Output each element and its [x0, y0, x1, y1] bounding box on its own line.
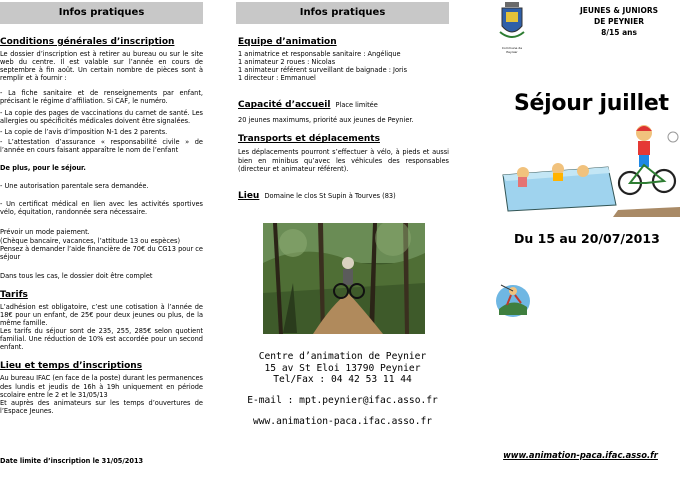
transports-title: Transports et déplacements	[238, 134, 380, 145]
audience-line: 8/15 ans	[601, 28, 637, 37]
logo-caption: Commune de Peynier	[501, 46, 523, 54]
coat-of-arms-icon	[498, 2, 526, 42]
payment-line: Prévoir un mode paiement.	[0, 228, 90, 237]
plus-item: - Un certificat médical en lien avec les activités sportives vélo, équitation, randonnée sera nécessaire.	[0, 200, 203, 217]
footer-url: www.animation-paca.ifac.asso.fr	[503, 450, 658, 460]
conditions-item: - La fiche sanitaire et de renseignements par enfant, précisant le régime d’affiliation. Si CAF, le numéro.	[0, 89, 203, 106]
capacite-title: Capacité d’accueil	[238, 100, 331, 111]
dossier-note: Dans tous les cas, le dossier doit être complet	[0, 271, 153, 280]
capacite-line	[238, 92, 449, 111]
conditions-item: - La copie de l’avis d’imposition N-1 des 2 parents.	[0, 127, 168, 136]
equipe-item: 1 animatrice et responsable sanitaire : Angélique	[238, 50, 401, 58]
tarifs-text: L’adhésion est obligatoire, c’est une cotisation à l’année de 18€ pour un enfant, de 25€ pour deux jeunes ou plus, de la même famille.	[0, 302, 203, 328]
lieu-inscription-text: Au bureau IFAC (en face de la poste) durant les permanences des lundis et jeudis de 16h à 19h uniquement en période scolaire entre le 2 et le 31/05/13	[0, 374, 203, 399]
lieu-inscription-title: Lieu et temps d’inscriptions	[0, 361, 143, 372]
commune-logo	[498, 2, 526, 54]
contact-line: Centre d’animation de Peynier	[258, 351, 427, 362]
lieu-title: Lieu	[238, 190, 260, 201]
equipe-item: 1 animateur référent surveillant de baignade : Joris	[238, 66, 408, 75]
kids-pool-bike-icon	[498, 125, 680, 217]
email: E-mail : mpt.peynier@ifac.asso.fr	[247, 395, 438, 406]
header-infos-pratiques: Infos pratiques	[236, 2, 449, 24]
contact-block	[236, 351, 449, 386]
column-inscription	[0, 0, 203, 465]
transports-text: Les déplacements pourront s’effectuer à vélo, à pieds et aussi bien en minibus qu’avec les véhicules des responsables (directeur et animateur référent).	[238, 148, 449, 173]
header-infos-pratiques: Infos pratiques	[0, 2, 203, 24]
page-title: Séjour juillet	[514, 91, 669, 116]
plus-item: - Une autorisation parentale sera demandée.	[0, 182, 149, 191]
contact-line: 15 av St Eloi 13790 Peynier	[264, 362, 421, 374]
climber-clipart	[495, 279, 531, 319]
audience-line: JEUNES & JUNIORS	[579, 6, 659, 15]
tarifs-text-2: Les tarifs du séjour sont de 235, 255, 285€ selon quotient familial. Une réduction de 10% est accordée pour un second enfant.	[0, 327, 203, 352]
pool-illustration	[498, 125, 680, 217]
equipe-item: 1 animateur 2 roues : Nicolas	[238, 58, 336, 67]
forest-bike-icon	[263, 223, 425, 334]
bike-trail-photo	[263, 223, 425, 334]
capacite-text: 20 jeunes maximums, priorité aux jeunes de Peynier.	[238, 116, 414, 125]
payment-line: Pensez à demander l’aide financière de 70€ du CG13 pour ce séjour	[0, 244, 203, 261]
climber-icon	[495, 279, 531, 319]
conditions-item: - La copie des pages de vaccinations du carnet de santé. Les allergies ou spécificités médicales doivent être signalées.	[0, 108, 203, 125]
deadline: Date limite d’inscription le 31/05/2013	[0, 457, 144, 465]
audience-block	[554, 5, 680, 38]
equipe-title: Equipe d’animation	[238, 37, 337, 47]
tarifs-title: Tarifs	[0, 289, 28, 300]
conditions-item: - L’attestation d’assurance « responsabilité civile » de l’année en cours faisant apparaître le nom de l’enfant	[0, 137, 203, 154]
audience-line: DE PEYNIER	[594, 17, 644, 26]
contact-line: Tel/Fax : 04 42 53 11 44	[273, 374, 412, 385]
payment-line: (Chèque bancaire, vacances, l’attitude 13 ou espèces)	[0, 236, 181, 245]
capacite-inline: Place limitée	[335, 101, 378, 110]
lieu-inline: Domaine le clos St Supin à Tourves (83)	[264, 191, 396, 200]
column-infos	[236, 0, 449, 427]
lieu-inscription-text-2: Et auprès des animateurs sur les temps d’ouvertures de l’Espace Jeunes.	[0, 398, 203, 415]
lieu-line	[238, 183, 449, 202]
equipe-item: 1 directeur : Emmanuel	[238, 74, 316, 83]
conditions-title: Conditions générales d’inscription	[0, 37, 175, 47]
website: www.animation-paca.ifac.asso.fr	[252, 416, 433, 427]
dates: Du 15 au 20/07/2013	[514, 231, 660, 246]
plus-heading: De plus, pour le séjour.	[0, 164, 86, 173]
conditions-intro: Le dossier d’inscription est à retirer au bureau ou sur le site web du centre. Il est valable sur l’année en cours de septembre à fin août. Un certain nombre de pièces sont à remplir et à fournir :	[0, 50, 203, 83]
